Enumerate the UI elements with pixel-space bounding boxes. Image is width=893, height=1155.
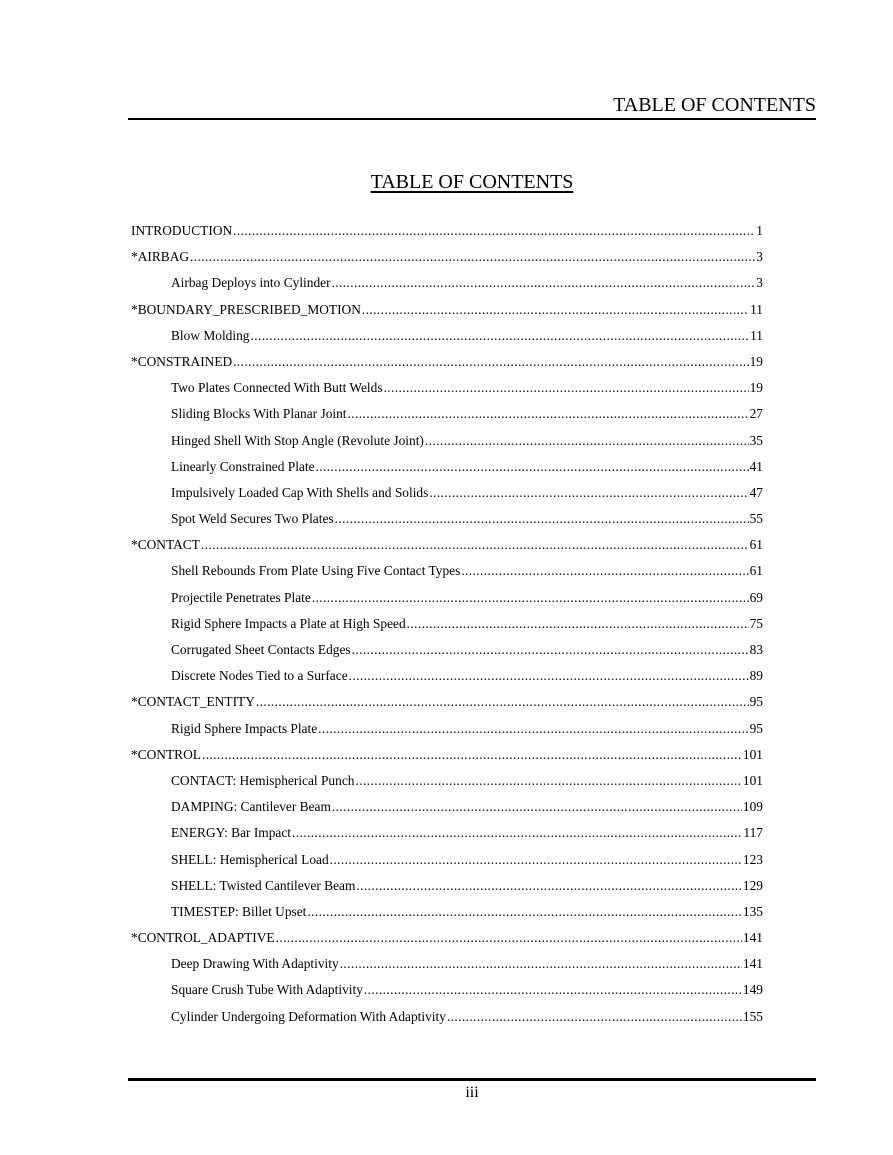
toc-subentry[interactable] [131,903,763,929]
toc-entry-label: Sliding Blocks With Planar Joint [171,406,347,422]
toc-entry-label: Deep Drawing With Adaptivity [171,956,339,972]
toc-dot-leader [356,877,742,895]
toc-subentry[interactable] [131,824,763,850]
toc-subentry[interactable] [131,641,763,667]
toc-entry-page: 129 [742,877,763,893]
toc-entry-page: 3 [756,275,763,291]
toc-subentry[interactable] [131,772,763,798]
toc-entry-label: SHELL: Twisted Cantilever Beam [171,877,356,893]
toc-dot-leader [190,248,755,266]
toc-subentry[interactable] [131,562,763,588]
toc-entry-page: 89 [749,668,763,684]
toc-entry-page: 41 [749,458,763,474]
toc-entry-label: Corrugated Sheet Contacts Edges [171,642,351,657]
toc-entry-label: Blow Molding [171,327,250,343]
toc-entry-page: 155 [742,1008,763,1024]
toc-entry-page: 11 [750,301,763,317]
toc-dot-leader [461,562,748,580]
toc-dot-leader [330,851,742,869]
toc-dot-leader [364,981,742,999]
toc-section-entry[interactable] [131,536,763,562]
toc-entry-label: INTRODUCTION [131,223,233,238]
toc-entry-page: 1 [756,223,763,238]
toc-dot-leader [233,353,748,371]
toc-entry-page: 75 [749,615,763,631]
toc-dot-leader [307,903,742,921]
page-number: iii [465,1084,479,1101]
toc-entry-page: 19 [749,353,763,369]
toc-entry-label: Linearly Constrained Plate [171,458,315,474]
toc-entry-page: 141 [742,930,763,946]
toc-subentry[interactable] [131,327,763,353]
toc-subentry[interactable] [131,981,763,1007]
toc-dot-leader [348,405,749,423]
header-rule [128,118,816,120]
toc-list [131,222,763,1034]
toc-entry-page: 135 [742,903,763,919]
page-title [0,170,893,194]
toc-dot-leader [429,484,748,502]
toc-entry-page: 61 [749,563,763,579]
toc-dot-leader [352,641,749,659]
toc-dot-leader [340,955,742,973]
toc-dot-leader [318,720,748,738]
toc-entry-label: Hinged Shell With Stop Angle (Revolute Joint) [171,432,424,448]
toc-entry-label: Cylinder Undergoing Deformation With Adaptivity [171,1008,446,1024]
toc-subentry[interactable] [131,851,763,877]
toc-entry-label: Impulsively Loaded Cap With Shells and Solids [171,484,429,500]
toc-dot-leader [355,772,741,790]
toc-dot-leader [256,693,749,711]
toc-entry-label: Rigid Sphere Impacts a Plate at High Speed [171,615,406,631]
footer-rule [128,1078,816,1081]
toc-entry-label: *CONTACT_ENTITY [131,694,255,710]
toc-dot-leader [316,458,749,476]
toc-subentry[interactable] [131,877,763,903]
toc-entry-page: 55 [749,511,763,527]
toc-dot-leader [312,589,749,607]
toc-entry-page: 101 [742,746,763,762]
toc-subentry[interactable] [131,458,763,484]
toc-entry-label: Discrete Nodes Tied to a Surface [171,668,348,684]
toc-dot-leader [425,432,749,450]
toc-subentry[interactable] [131,798,763,824]
toc-entry-page: 27 [749,406,763,422]
toc-dot-leader [276,929,742,947]
toc-entry-page: 101 [742,772,763,788]
toc-dot-leader [362,301,749,319]
toc-section-entry[interactable] [131,222,763,248]
toc-subentry[interactable] [131,589,763,615]
toc-dot-leader [332,274,756,292]
toc-entry-page: 83 [749,642,763,657]
toc-subentry[interactable] [131,1008,763,1034]
toc-subentry[interactable] [131,484,763,510]
toc-entry-page: 35 [749,432,763,448]
toc-entry-page: 117 [743,825,763,841]
toc-entry-label: *CONTROL_ADAPTIVE [131,930,275,946]
toc-entry-label: ENERGY: Bar Impact [171,825,291,841]
toc-entry-label: TIMESTEP: Billet Upset [171,903,307,919]
toc-dot-leader [447,1008,742,1026]
toc-entry-page: 69 [749,589,763,605]
toc-entry-label: DAMPING: Cantilever Beam [171,799,331,815]
toc-entry-label: Square Crush Tube With Adaptivity [171,982,363,998]
toc-section-entry[interactable] [131,929,763,955]
toc-entry-label: Projectile Penetrates Plate [171,589,311,605]
toc-section-entry[interactable] [131,353,763,379]
toc-dot-leader [384,379,749,397]
toc-dot-leader [201,536,749,554]
toc-section-entry[interactable] [131,746,763,772]
toc-subentry[interactable] [131,720,763,746]
toc-dot-leader [407,615,749,633]
toc-subentry[interactable] [131,615,763,641]
toc-subentry[interactable] [131,379,763,405]
toc-dot-leader [335,510,749,528]
running-header: TABLE OF CONTENTS [613,94,816,116]
toc-entry-label: Spot Weld Secures Two Plates [171,511,334,527]
toc-subentry[interactable] [131,510,763,536]
toc-entry-page: 149 [742,982,763,998]
page-title-text: TABLE OF CONTENTS [370,171,574,193]
toc-dot-leader [233,222,755,240]
toc-entry-page: 123 [742,851,763,867]
toc-entry-label: *CONTROL [131,746,201,762]
toc-entry-page: 95 [749,720,763,736]
toc-entry-page: 61 [749,537,763,553]
toc-entry-page: 95 [749,694,763,710]
toc-entry-label: Two Plates Connected With Butt Welds [171,380,383,396]
toc-entry-label: *BOUNDARY_PRESCRIBED_MOTION [131,301,361,317]
toc-entry-label: *AIRBAG [131,249,190,265]
toc-entry-label: Shell Rebounds From Plate Using Five Contact Types [171,563,461,579]
toc-dot-leader [332,798,742,816]
toc-entry-label: *CONSTRAINED [131,353,233,369]
toc-entry-page: 109 [742,799,763,815]
toc-entry-label: SHELL: Hemispherical Load [171,851,329,867]
toc-entry-page: 11 [750,327,763,343]
toc-subentry[interactable] [131,432,763,458]
toc-entry-label: Rigid Sphere Impacts Plate [171,720,318,736]
toc-entry-page: 47 [749,484,763,500]
toc-entry-page: 19 [749,380,763,396]
toc-subentry[interactable] [131,955,763,981]
toc-entry-page: 141 [742,956,763,972]
toc-dot-leader [292,824,742,842]
toc-dot-leader [251,327,750,345]
toc-entry-label: *CONTACT [131,537,200,553]
toc-entry-label: CONTACT: Hemispherical Punch [171,772,355,788]
toc-section-entry[interactable] [131,693,763,719]
toc-section-entry[interactable] [131,248,763,274]
toc-section-entry[interactable] [131,301,763,327]
toc-dot-leader [349,667,749,685]
toc-subentry[interactable] [131,405,763,431]
toc-subentry[interactable] [131,667,763,693]
toc-entry-page: 3 [756,249,763,265]
toc-dot-leader [202,746,742,764]
toc-entry-label: Airbag Deploys into Cylinder [171,275,331,291]
toc-subentry[interactable] [131,274,763,300]
